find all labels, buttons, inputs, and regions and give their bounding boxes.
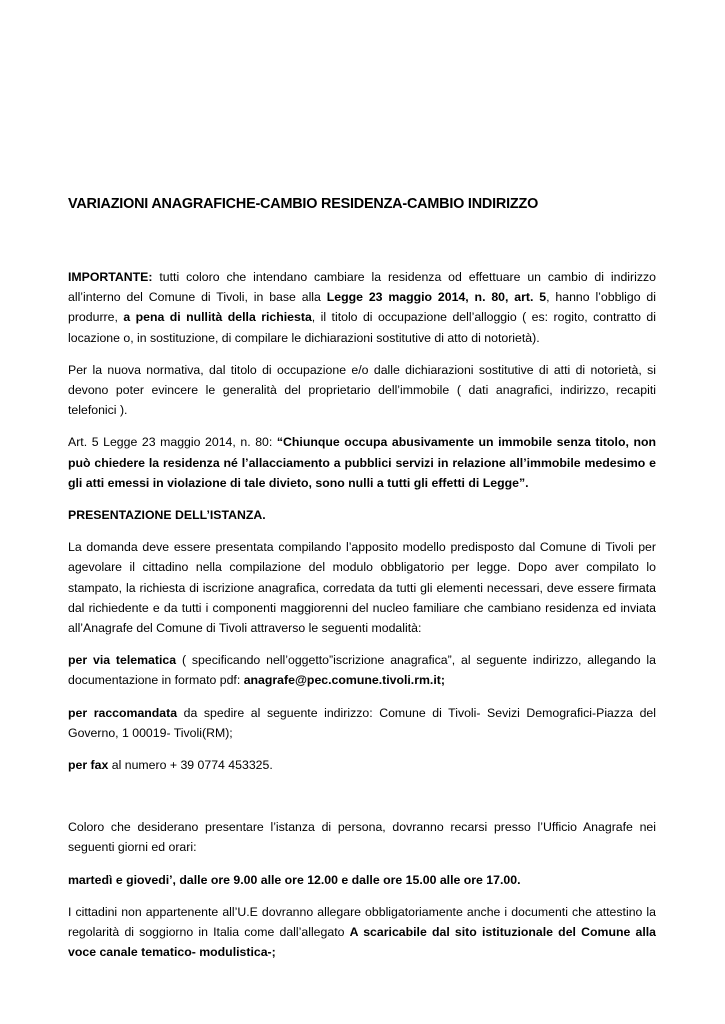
title-spacer — [68, 212, 656, 267]
paragraph-normativa: Per la nuova normativa, dal titolo di occupazione e/o dalle dichiarazioni sostitutive di atti di notorietà, si devono poter evincere le generalità del proprietario dell’immobile ( dati anagrafici, indirizzo, recapiti telefonici ). — [68, 362, 656, 418]
pec-email: anagrafe@pec.comune.tivoli.rm.it; — [243, 673, 445, 688]
p1-law-reference: Legge 23 maggio 2014, n. 80, art. 5 — [326, 290, 547, 305]
p1-text-3: , il titolo di occupazione dell’alloggio ( es: rogito, contratto di locazione o, in sostituzione, di compilare le dichiarazioni sostitutive di atto di notorietà). — [68, 310, 656, 345]
p10-attachment-note: A scaricabile dal sito istituzionale del Comune alla voce canale tematico- modulistica-; — [68, 925, 656, 960]
document-title: VARIAZIONI ANAGRAFICHE-CAMBIO RESIDENZA-CAMBIO INDIRIZZO — [68, 196, 539, 212]
p10-text-1: I cittadini non appartenente all’U.E dovranno allegare obbligatoriamente anche i documenti che attestino la regolarità di soggiorno in Italia come dall’allegato — [68, 904, 656, 940]
section-heading — [68, 505, 656, 525]
paragraph-cittadini-ue — [68, 902, 656, 963]
paragraph-importante — [68, 267, 656, 348]
p6-mode-label: per raccomandata — [68, 705, 178, 720]
importante-label: IMPORTANTE: — [68, 270, 153, 284]
paragraph-raccomandata — [68, 703, 656, 743]
p1-text-2: , hanno l’obbligo di produrre, — [68, 290, 656, 325]
p5-mode-label: per via telematica — [68, 653, 177, 668]
paragraph-domanda: La domanda deve essere presentata compilando l’apposito modello predisposto dal Comune di Tivoli per agevolare il cittadino nella compilazione del modulo obbligatorio per legge. Dopo aver compilato lo stampato, la richiesta di iscrizione anagrafica, corredata da tutti gli elementi necessari, deve essere firmata dal richiedente e da tutti i componenti maggiorenni del nucleo familiare che cambiano residenza ed inviata all’Anagrafe del Comune di Tivoli attraverso le seguenti modalità: — [68, 540, 656, 636]
paragraph-fax — [68, 755, 656, 775]
document-page — [68, 196, 656, 962]
p1-text-1: tutti coloro che intendano cambiare la residenza od effettuare un cambio di indirizzo all’interno del Comune di Tivoli, in base alla — [68, 270, 656, 305]
paragraph-telematica — [68, 650, 656, 690]
paragraph-art5 — [68, 432, 656, 493]
opening-hours: martedì e giovedi’, dalle ore 9.00 alle ore 12.00 e dalle ore 15.00 alle ore 17.00. — [68, 872, 521, 887]
p3-text-1: Art. 5 Legge 23 maggio 2014, n. 80: — [68, 435, 277, 450]
paragraph-persona: Coloro che desiderano presentare l’istanza di persona, dovranno recarsi presso l’Ufficio Anagrafe nei seguenti giorni ed orari: — [68, 820, 656, 855]
p1-nullity-clause: a pena di nullità della richiesta — [123, 310, 312, 325]
p5-text-1: ( specificando nell’oggetto”iscrizione anagrafica”, al seguente indirizzo, allegando la documentazione in formato pdf: — [68, 653, 656, 688]
p3-law-quote: “Chiunque occupa abusivamente un immobile senza titolo, non può chiedere la residenza né l’allacciamento a pubblici servizi in relazione all’immobile medesimo e gli atti emessi in violazione di tale divieto, sono nulli a tutti gli effetti di Legge”. — [68, 435, 656, 490]
paragraph-orari — [68, 870, 656, 890]
p6-text-1: da spedire al seguente indirizzo: Comune di Tivoli- Sevizi Demografici-Piazza del Governo, 1 00019- Tivoli(RM); — [68, 705, 657, 740]
p7-mode-label: per fax — [68, 758, 109, 773]
fax-number: al numero + 39 0774 453325. — [108, 758, 273, 773]
heading-presentazione: PRESENTAZIONE DELL’ISTANZA. — [68, 508, 266, 523]
